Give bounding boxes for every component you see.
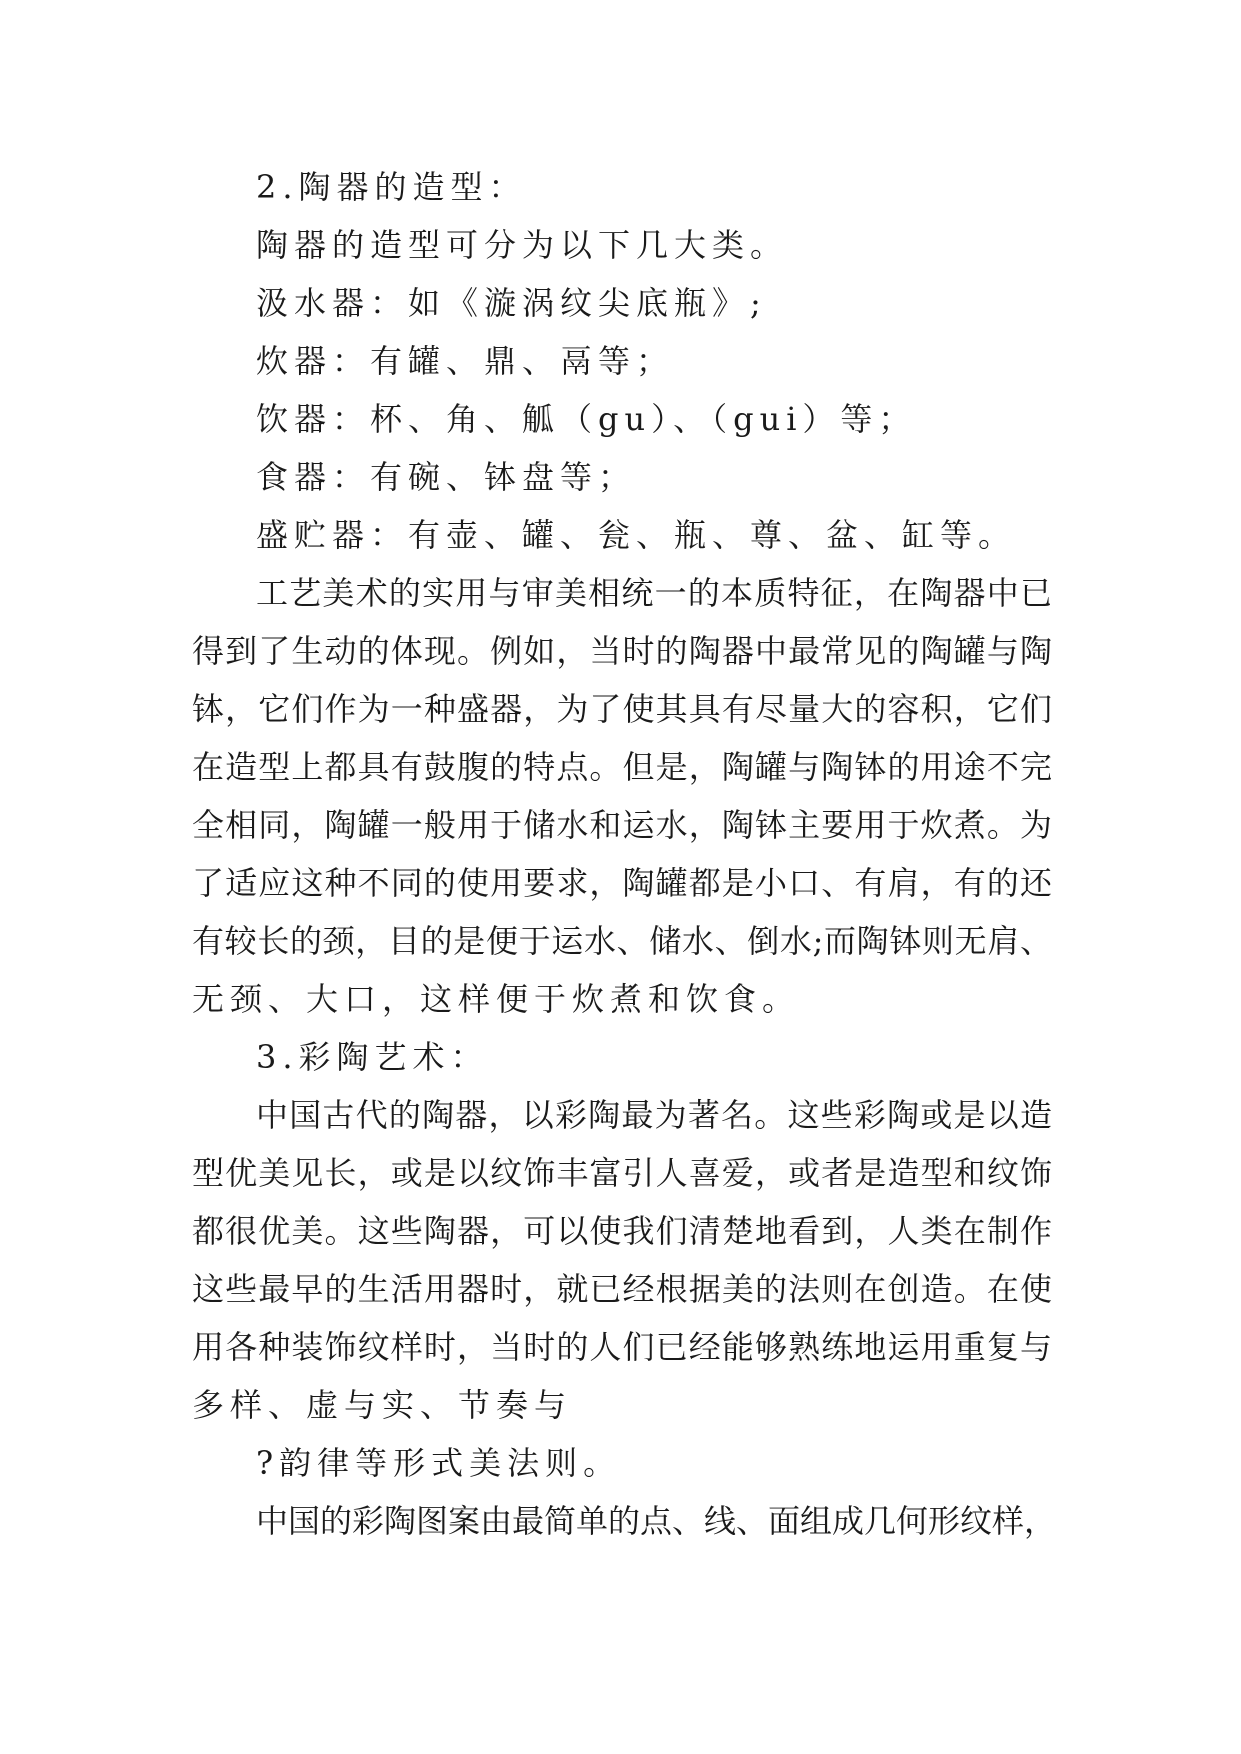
paragraph-line: 中国古代的陶器，以彩陶最为著名。这些彩陶或是以造: [256, 1096, 1052, 1134]
paragraph-line: 食器：有碗、钵盘等；: [256, 458, 637, 496]
paragraph-line: 饮器：杯、角、觚（gu）、（gui）等；: [256, 400, 917, 438]
heading-pottery-shapes: 2.陶器的造型：: [256, 168, 527, 206]
paragraph-line: 陶器的造型可分为以下几大类。: [256, 226, 789, 264]
paragraph-line: 得到了生动的体现。例如，当时的陶器中最常见的陶罐与陶: [192, 632, 1052, 670]
paragraph-line: 工艺美术的实用与审美相统一的本质特征，在陶器中已: [256, 574, 1052, 612]
paragraph-line: 有较长的颈，目的是便于运水、储水、倒水;而陶钵则无肩、: [192, 922, 1052, 960]
paragraph-line: ?韵律等形式美法则。: [256, 1444, 622, 1482]
paragraph-line: 在造型上都具有鼓腹的特点。但是，陶罐与陶钵的用途不完: [192, 748, 1052, 786]
paragraph-line: 炊器：有罐、鼎、鬲等；: [256, 342, 675, 380]
paragraph-line: 钵，它们作为一种盛器，为了使其具有尽量大的容积，它们: [192, 690, 1052, 728]
paragraph-line: 都很优美。这些陶器，可以使我们清楚地看到，人类在制作: [192, 1212, 1052, 1250]
heading-painted-pottery: 3.彩陶艺术：: [256, 1038, 489, 1076]
paragraph-line: 用各种装饰纹样时，当时的人们已经能够熟练地运用重复与: [192, 1328, 1052, 1366]
paragraph-line: 了适应这种不同的使用要求，陶罐都是小口、有肩，有的还: [192, 864, 1052, 902]
paragraph-line: 这些最早的生活用器时，就已经根据美的法则在创造。在使: [192, 1270, 1052, 1308]
paragraph-line: 无颈、大口，这样便于炊煮和饮食。: [192, 980, 801, 1018]
paragraph-line: 多样、虚与实、节奏与: [192, 1386, 573, 1424]
paragraph-line: 汲水器：如《漩涡纹尖底瓶》;: [256, 284, 767, 322]
paragraph-line: 全相同，陶罐一般用于储水和运水，陶钵主要用于炊煮。为: [192, 806, 1052, 844]
paragraph-line: 盛贮器：有壶、罐、瓮、瓶、尊、盆、缸等。: [256, 516, 1017, 554]
paragraph-line: 型优美见长，或是以纹饰丰富引人喜爱，或者是造型和纹饰: [192, 1154, 1052, 1192]
paragraph-line: 中国的彩陶图案由最简单的点、线、面组成几何形纹样，: [256, 1502, 1057, 1540]
